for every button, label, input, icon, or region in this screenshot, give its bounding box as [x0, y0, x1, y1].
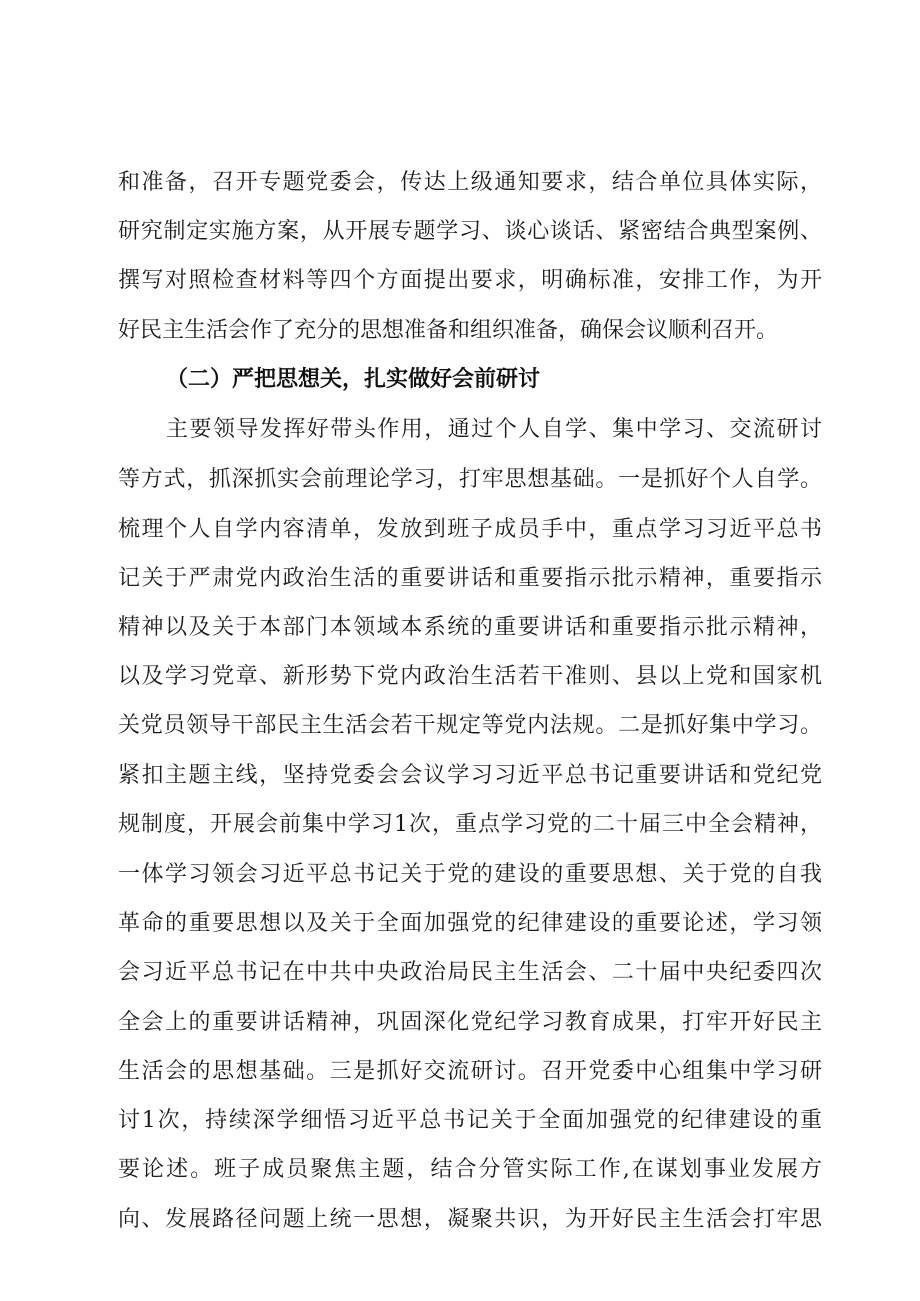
paragraph-line: 好民主生活会作了充分的思想准备和组织准备，确保会议顺利召开。	[118, 318, 779, 343]
paragraph-line: 撰写对照检查材料等四个方面提出要求，明确标准，安排工作，为开	[118, 268, 822, 293]
paragraph-line: 生活会的思想基础。三是抓好交流研讨。召开党委中心组集中学习研	[118, 1059, 822, 1084]
paragraph-line: 关党员领导干部民主生活会若干规定等党内法规。二是抓好集中学习。	[118, 713, 822, 738]
paragraph-line: 规制度，开展会前集中学习1次，重点学习党的二十届三中全会精神，	[118, 812, 822, 837]
section-heading: （二）严把思想关，扎实做好会前研讨	[166, 367, 541, 392]
paragraph-line: 要论述。班子成员聚焦主题，结合分管实际工作,在谋划事业发展方	[118, 1157, 822, 1182]
paragraph-line: 和准备，召开专题党委会，传达上级通知要求，结合单位具体实际，	[118, 170, 822, 195]
paragraph-line: 紧扣主题主线，坚持党委会会议学习习近平总书记重要讲话和党纪党	[118, 763, 822, 788]
paragraph-line: 讨1次，持续深学细悟习近平总书记关于全面加强党的纪律建设的重	[118, 1108, 822, 1133]
paragraph-line: 梳理个人自学内容清单，发放到班子成员手中，重点学习习近平总书	[118, 517, 822, 542]
paragraph-line: 全会上的重要讲话精神，巩固深化党纪学习教育成果，打牢开好民主	[118, 1010, 822, 1035]
paragraph-line: 会习近平总书记在中共中央政治局民主生活会、二十届中央纪委四次	[118, 960, 822, 985]
paragraph-line: 以及学习党章、新形势下党内政治生活若干准则、县以上党和国家机	[118, 664, 822, 689]
paragraph-line: 记关于严肃党内政治生活的重要讲话和重要指示批示精神，重要指示	[118, 566, 822, 591]
paragraph-line: 一体学习领会习近平总书记关于党的建设的重要思想、关于党的自我	[118, 862, 822, 887]
paragraph-line: 主要领导发挥好带头作用，通过个人自学、集中学习、交流研讨	[166, 417, 822, 442]
paragraph-line: 向、发展路径问题上统一思想，凝聚共识，为开好民主生活会打牢思	[118, 1207, 822, 1232]
paragraph-line: 等方式，抓深抓实会前理论学习，打牢思想基础。一是抓好个人自学。	[118, 467, 822, 492]
paragraph-line: 精神以及关于本部门本领域本系统的重要讲话和重要指示批示精神，	[118, 615, 822, 640]
paragraph-line: 研究制定实施方案，从开展专题学习、谈心谈话、紧密结合典型案例、	[118, 219, 822, 244]
paragraph-line: 革命的重要思想以及关于全面加强党的纪律建设的重要论述，学习领	[118, 911, 822, 936]
